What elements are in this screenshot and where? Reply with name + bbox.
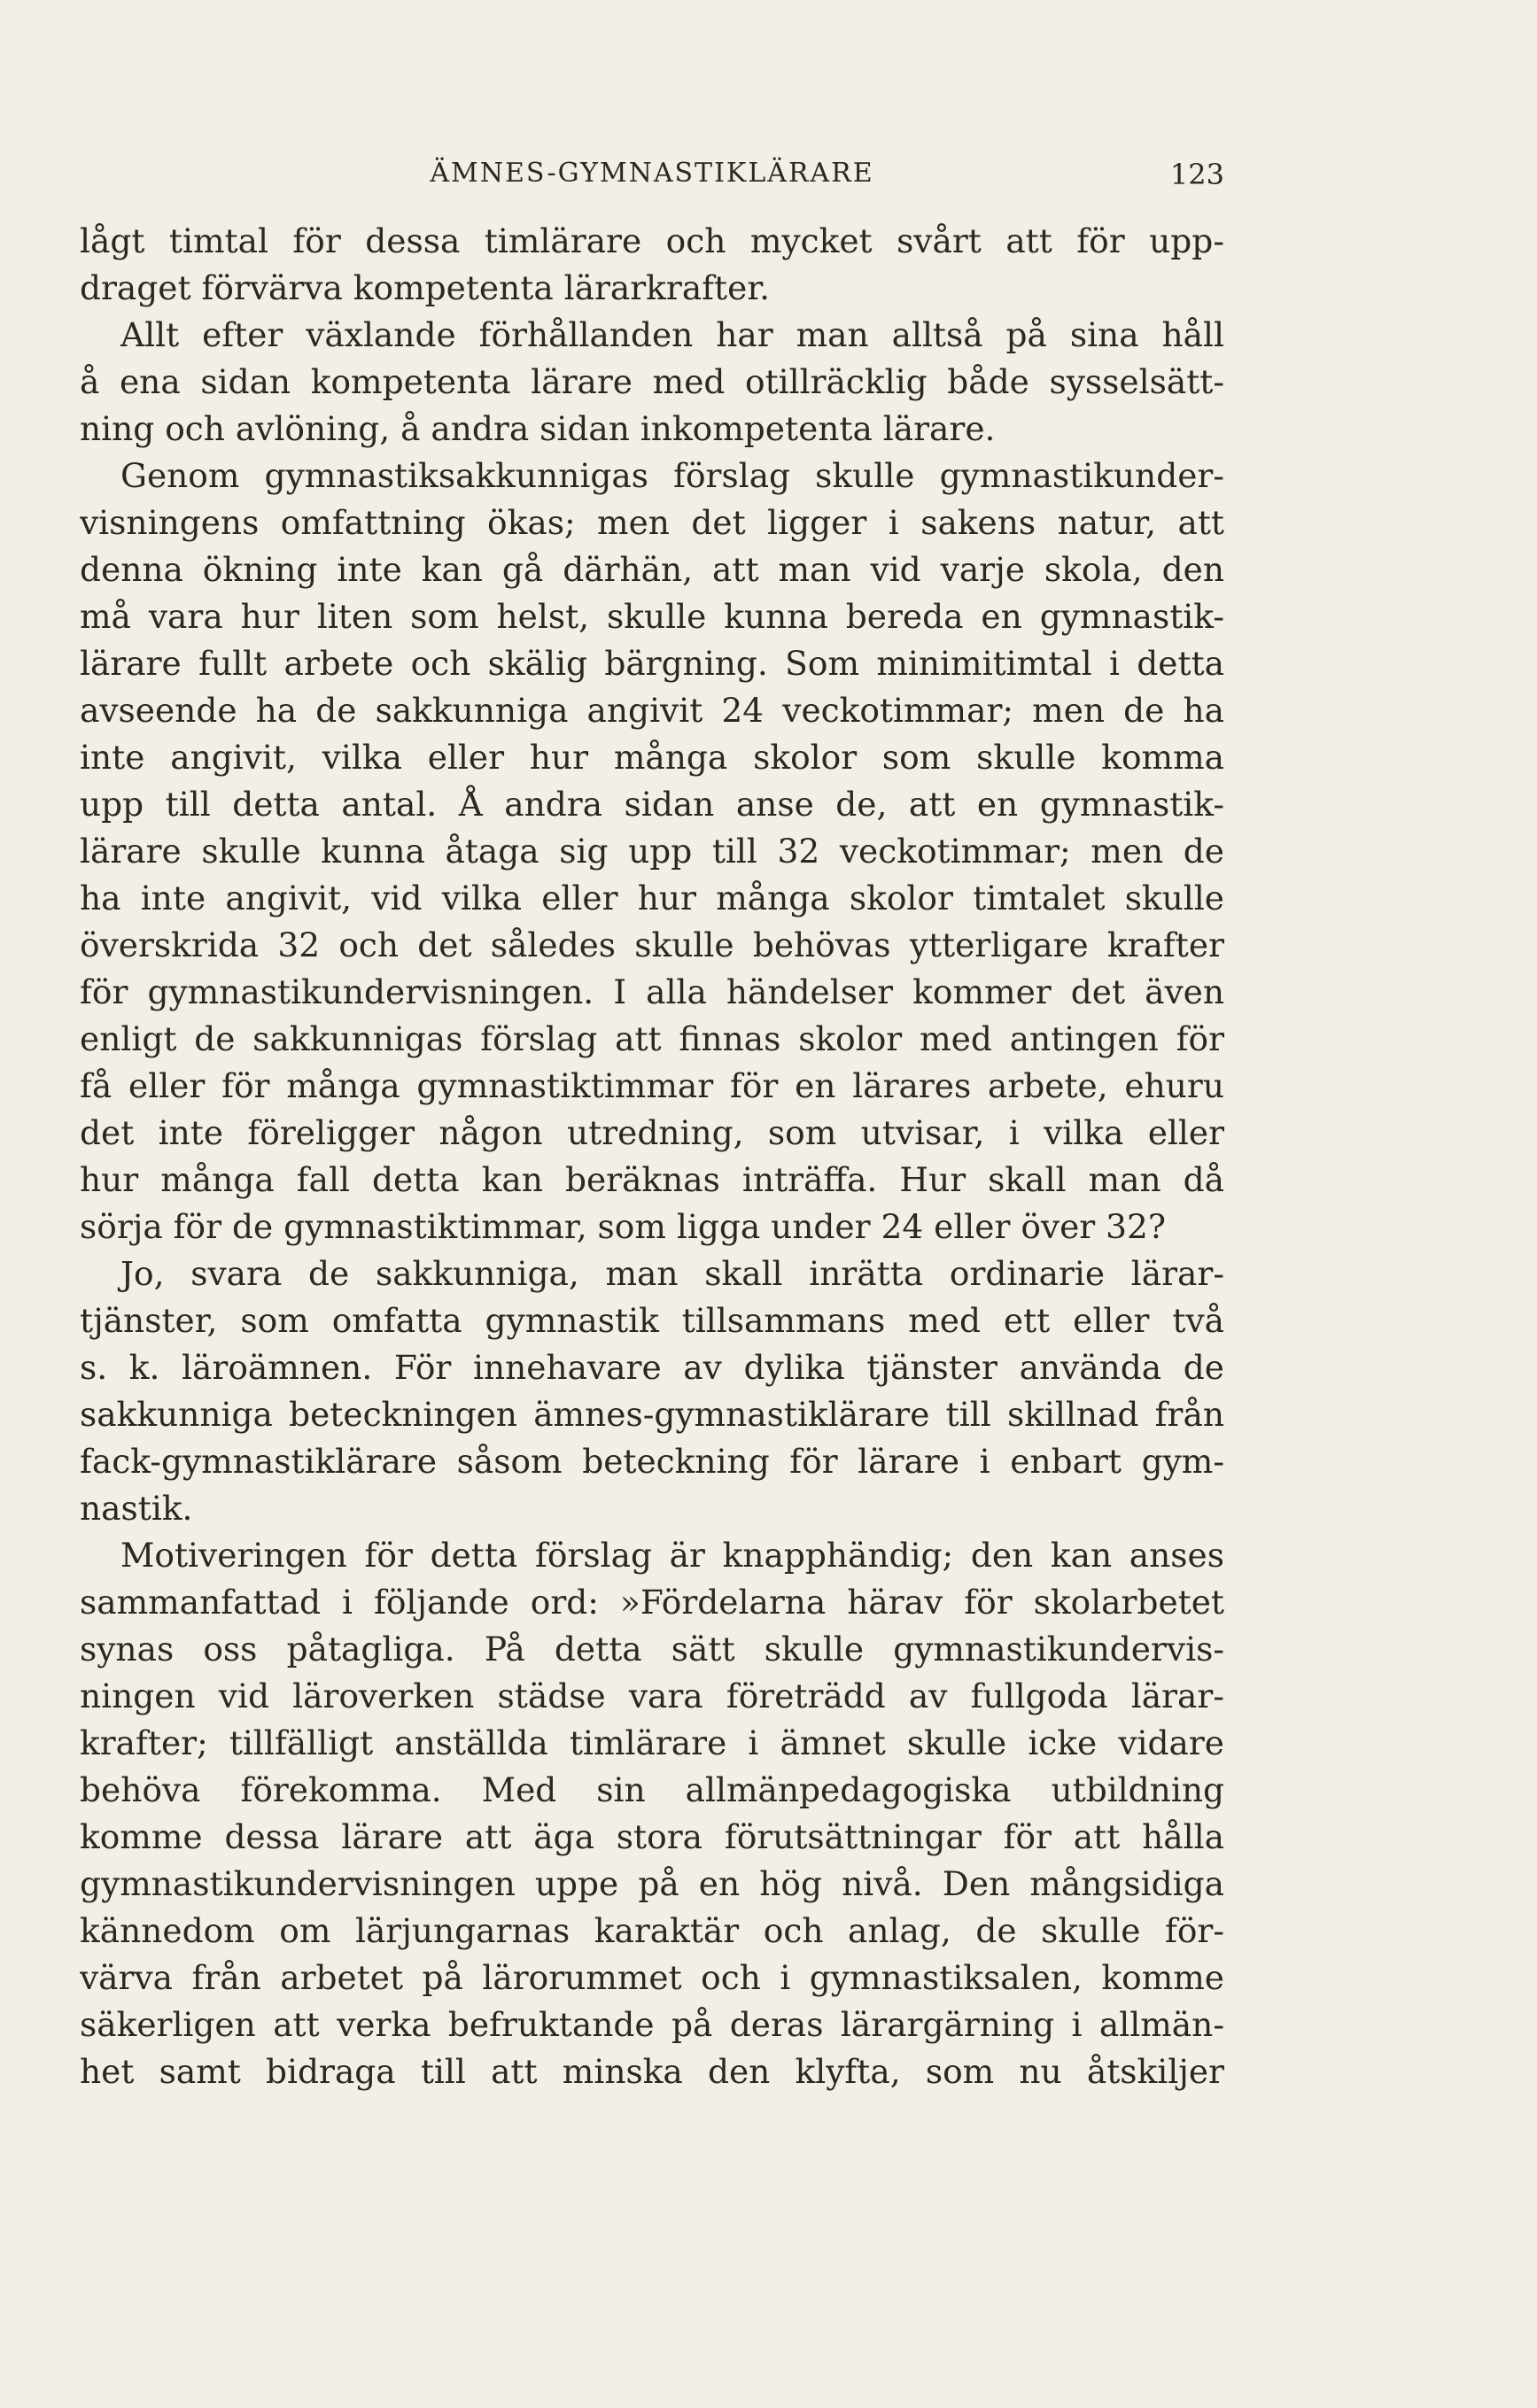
text-line: hur många fall detta kan beräknas inträffa. Hur skall man då [80, 1160, 1224, 1199]
text-line: det inte föreligger någon utredning, som utvisar, i vilka eller [80, 1113, 1224, 1152]
text-line: för gymnastikundervisningen. I alla händelser kommer det även [80, 972, 1224, 1011]
page-header [80, 158, 1224, 193]
text-line: nastik. [80, 1489, 193, 1528]
text-line: Motiveringen för detta förslag är knapphändig; den kan anses [120, 1536, 1224, 1575]
text-line: enligt de sakkunnigas förslag att finnas skolor med antingen för [80, 1019, 1224, 1058]
text-line: krafter; tillfälligt anställda timlärare i ämnet skulle icke vidare [80, 1723, 1224, 1762]
text-line: s. k. läroämnen. För innehavare av dylika tjänster använda de [80, 1348, 1224, 1387]
text-line: sörja för de gymnastiktimmar, som ligga under 24 eller över 32? [80, 1207, 1166, 1246]
text-line: lärare fullt arbete och skälig bärgning. Som minimitimtal i detta [80, 644, 1224, 683]
text-line: draget förvärva kompetenta lärarkrafter. [80, 268, 771, 307]
text-line: överskrida 32 och det således skulle behövas ytterligare krafter [80, 925, 1224, 964]
text-line: upp till detta antal. Å andra sidan anse de, att en gymnastik- [80, 785, 1224, 824]
text-line: lärare skulle kunna åtaga sig upp till 32 veckotimmar; men de [80, 832, 1224, 871]
text-line: behöva förekomma. Med sin allmänpedagogiska utbildning [80, 1770, 1224, 1809]
text-line: å ena sidan kompetenta lärare med otillräcklig både sysselsätt- [80, 362, 1224, 401]
text-line: säkerligen att verka befruktande på deras lärargärning i allmän- [80, 2005, 1224, 2044]
text-line: denna ökning inte kan gå därhän, att man vid varje skola, den [80, 550, 1224, 589]
text-line: inte angivit, vilka eller hur många skolor som skulle komma [80, 738, 1224, 777]
text-line: gymnastikundervisningen uppe på en hög nivå. Den mångsidiga [80, 1864, 1224, 1903]
text-line: må vara hur liten som helst, skulle kunna bereda en gymnastik- [80, 597, 1224, 636]
text-line: visningens omfattning ökas; men det ligger i sakens natur, att [80, 503, 1224, 542]
text-line: sammanfattad i följande ord: »Fördelarna härav för skolarbetet [80, 1583, 1224, 1622]
text-line: Allt efter växlande förhållanden har man alltså på sina håll [120, 315, 1224, 354]
text-line: värva från arbetet på lärorummet och i gymnastiksalen, komme [80, 1958, 1224, 1997]
text-line: ning och avlöning, å andra sidan inkompetenta lärare. [80, 409, 996, 448]
text-line: synas oss påtagliga. På detta sätt skulle gymnastikundervis- [80, 1630, 1224, 1669]
text-line: Jo, svara de sakkunniga, man skall inrätta ordinarie lärar- [120, 1254, 1224, 1293]
text-line: Genom gymnastiksakkunnigas förslag skulle gymnastikunder- [120, 456, 1224, 495]
text-line: komme dessa lärare att äga stora förutsättningar för att hålla [80, 1817, 1224, 1856]
text-line: ningen vid läroverken städse vara företrädd av fullgoda lärar- [80, 1676, 1224, 1715]
text-line: lågt timtal för dessa timlärare och mycket svårt att för upp- [80, 221, 1224, 260]
text-line: ha inte angivit, vid vilka eller hur många skolor timtalet skulle [80, 879, 1224, 918]
text-line: avseende ha de sakkunniga angivit 24 veckotimmar; men de ha [80, 691, 1224, 730]
text-line: het samt bidraga till att minska den klyfta, som nu åtskiljer [80, 2052, 1224, 2091]
page-number: 123 [1169, 158, 1224, 191]
running-title: ÄMNES-GYMNASTIKLÄRARE [430, 158, 874, 189]
text-line: få eller för många gymnastiktimmar för en lärares arbete, ehuru [80, 1066, 1224, 1105]
text-line: tjänster, som omfatta gymnastik tillsammans med ett eller två [80, 1301, 1224, 1340]
text-line: fack-gymnastiklärare såsom beteckning för lärare i enbart gym- [80, 1442, 1224, 1481]
text-line: sakkunniga beteckningen ämnes-gymnastiklärare till skillnad från [80, 1395, 1224, 1434]
text-line: kännedom om lärjungarnas karaktär och anlag, de skulle för- [80, 1911, 1224, 1950]
body-text [80, 218, 1224, 2095]
